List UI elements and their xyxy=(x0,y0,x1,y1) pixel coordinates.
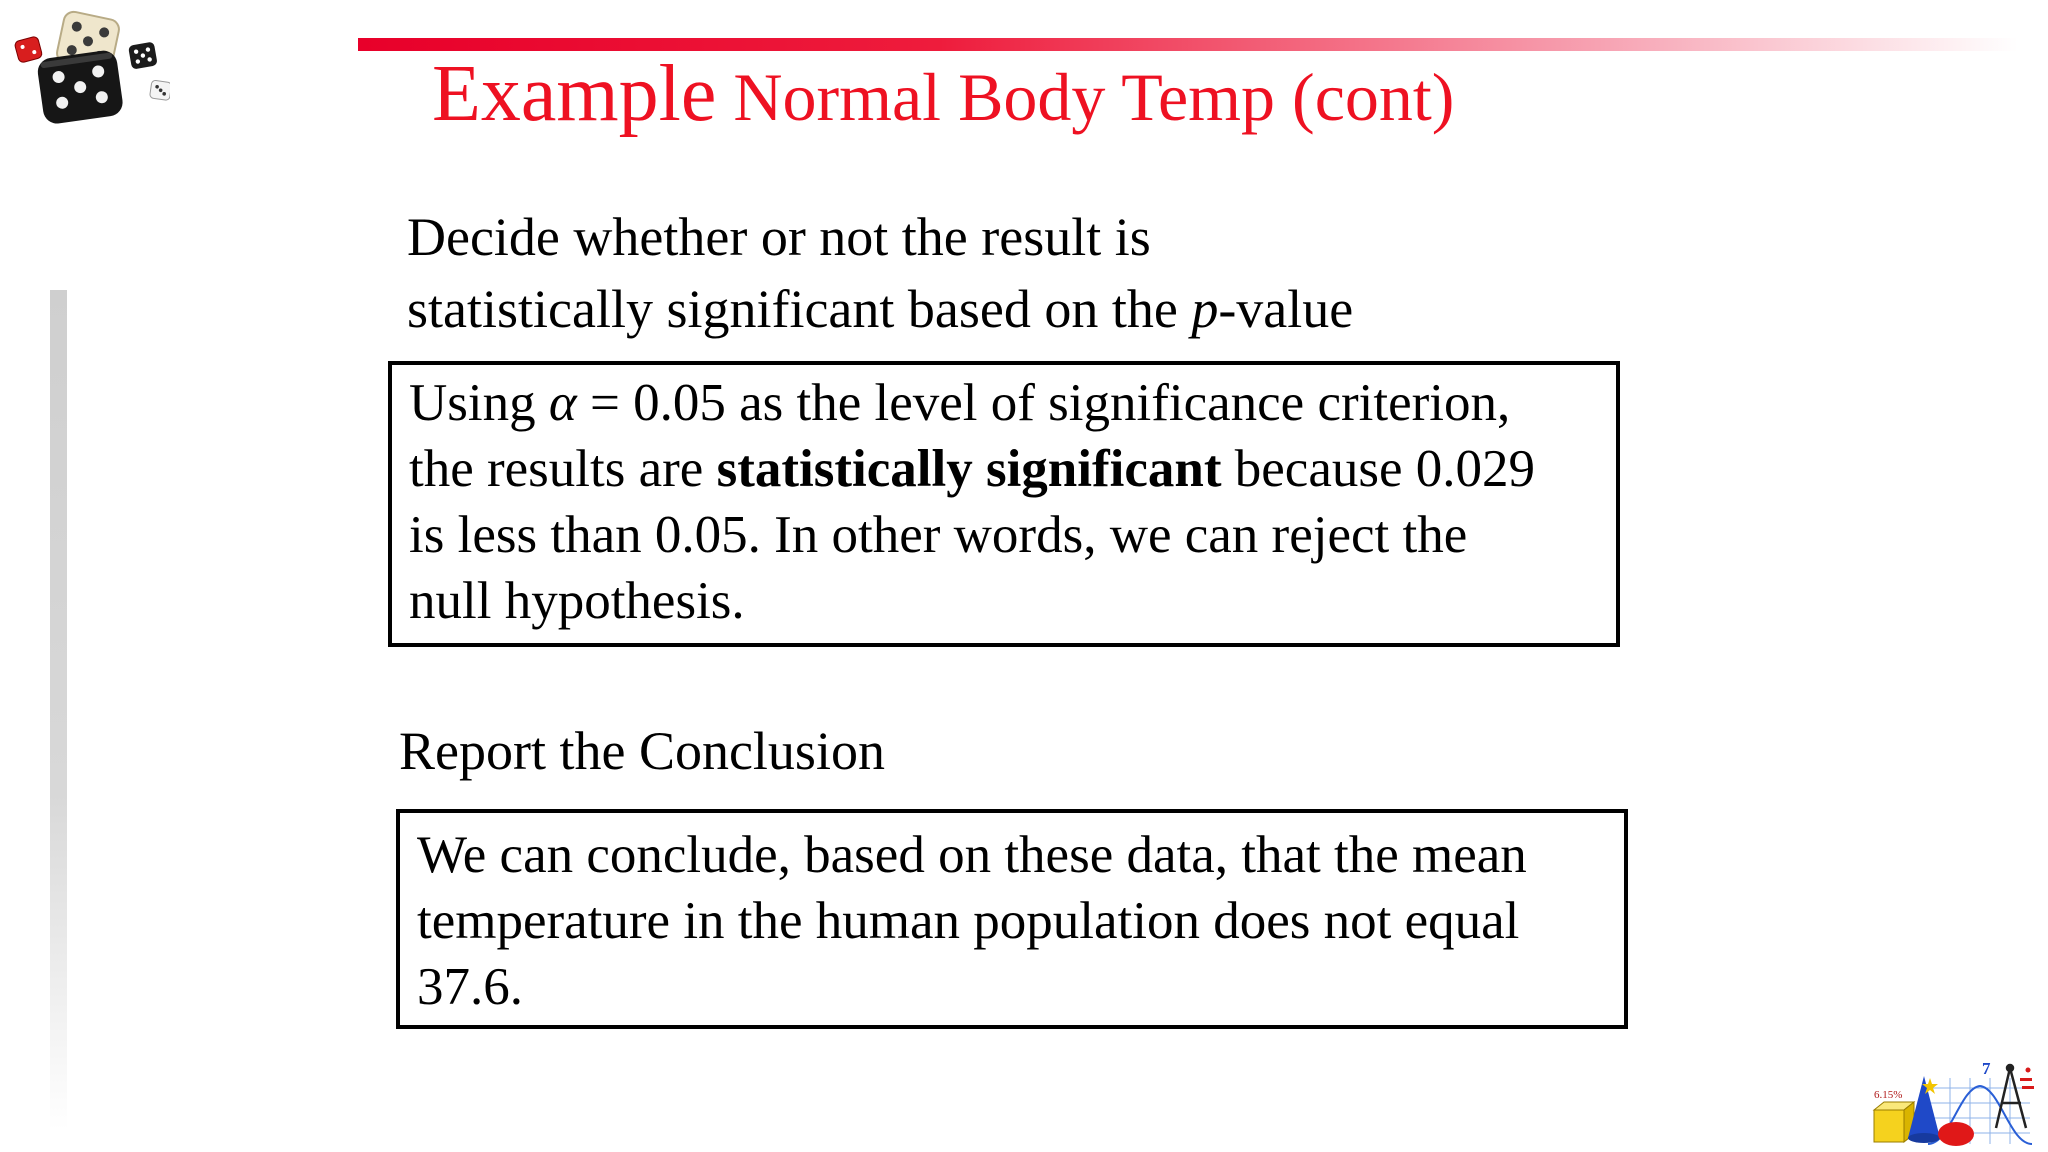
significance-line-4: null hypothesis. xyxy=(409,572,745,630)
decide-heading xyxy=(407,201,1353,345)
slide-title-rest: Normal Body Temp (cont) xyxy=(716,59,1455,135)
significance-line-1-prefix: Using xyxy=(409,374,549,432)
significance-emphasis: statistically significant xyxy=(716,440,1222,498)
conclusion-box xyxy=(396,809,1628,1029)
significance-line-2-prefix: the results are xyxy=(409,440,717,498)
math-clipart-icon xyxy=(1870,1058,2040,1148)
slide-title xyxy=(432,46,1454,142)
significance-line-2 xyxy=(409,436,1616,502)
conclusion-line-1: We can conclude, based on these data, that the mean xyxy=(417,826,1527,884)
decide-line-2-suffix: -value xyxy=(1218,279,1354,339)
report-heading: Report the Conclusion xyxy=(399,721,885,781)
significance-line-2-suffix: because 0.029 xyxy=(1221,440,1536,498)
conclusion-line-2: temperature in the human population does not equal xyxy=(417,892,1520,950)
significance-line-1 xyxy=(409,370,1616,436)
p-variable: p xyxy=(1191,279,1219,339)
conclusion-line-3: 37.6. xyxy=(417,958,523,1016)
slide-title-first-word: Example xyxy=(432,50,717,138)
clipart-exponent: 7 xyxy=(1982,1059,1991,1078)
decide-line-1: Decide whether or not the result is xyxy=(407,207,1151,267)
clipart-percent-label: 6.15% xyxy=(1874,1089,1903,1101)
decide-line-2 xyxy=(407,273,1353,345)
dice-icon xyxy=(10,2,170,132)
significance-line-3: is less than 0.05. In other words, we can reject the xyxy=(409,506,1468,564)
left-gradient-bar xyxy=(50,290,67,1130)
alpha-symbol: α xyxy=(548,374,577,432)
decide-line-2-prefix: statistically significant based on the xyxy=(407,279,1192,339)
significance-box xyxy=(388,361,1620,647)
significance-line-1-suffix: = 0.05 as the level of significance criterion, xyxy=(576,374,1511,432)
